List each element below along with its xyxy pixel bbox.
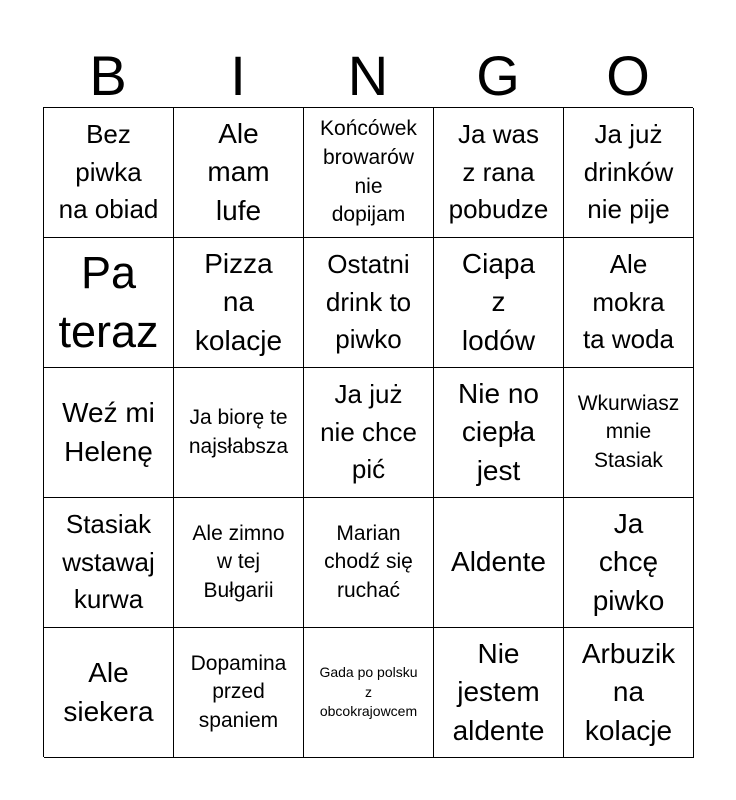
bingo-cell-text: Ja chcę piwko [592, 507, 665, 616]
bingo-cell-text: Ostatni drink to piwko [325, 248, 412, 355]
bingo-cell-text: Ale mam lufe [207, 117, 270, 226]
bingo-cell[interactable] [304, 498, 434, 628]
bingo-cell[interactable] [174, 628, 304, 758]
header-letter-n: N [347, 44, 389, 107]
bingo-cell-text: Pizza na kolacje [194, 247, 283, 356]
bingo-header [43, 44, 693, 108]
bingo-cell[interactable] [434, 368, 564, 498]
header-letter-o: O [606, 44, 650, 107]
bingo-cell[interactable] [564, 238, 694, 368]
bingo-cell[interactable] [174, 498, 304, 628]
bingo-cell[interactable] [564, 108, 694, 238]
bingo-cell[interactable] [434, 238, 564, 368]
bingo-cell-text: Dopamina przed spaniem [190, 651, 287, 732]
bingo-cell[interactable] [44, 108, 174, 238]
bingo-cell-text: Wkurwiasz mnie Stasiak [577, 391, 680, 472]
bingo-cell[interactable] [174, 238, 304, 368]
bingo-cell-text: Ale zimno w tej Bułgarii [192, 521, 285, 602]
bingo-cell-text: Marian chodź się ruchać [324, 521, 413, 602]
bingo-cell-text: Bez piwka na obiad [58, 118, 159, 225]
bingo-cell-text: Ja już drinków nie pije [583, 118, 674, 225]
bingo-cell-text: Ja was z rana pobudze [448, 118, 549, 225]
header-letter-b: B [89, 44, 127, 107]
bingo-cell-text: Ale mokra ta woda [582, 248, 675, 355]
bingo-cell-text: Gada po polsku z obcokrajowcem [319, 664, 418, 720]
bingo-cell[interactable] [434, 498, 564, 628]
bingo-cell[interactable] [434, 108, 564, 238]
bingo-cell[interactable] [304, 108, 434, 238]
bingo-cell-text: Końcówek browarów nie dopijam [320, 117, 417, 227]
bingo-cell-text: Ja już nie chce pić [320, 378, 417, 485]
bingo-cell-text: Stasiak wstawaj kurwa [62, 508, 155, 615]
bingo-cell[interactable] [304, 628, 434, 758]
bingo-cell-text: Nie no ciepła jest [458, 377, 539, 486]
bingo-cell[interactable] [44, 368, 174, 498]
bingo-cell-text: Ja biorę te najsłabsza [188, 405, 289, 458]
bingo-cell-text: Arbuzik na kolacje [581, 637, 676, 746]
bingo-cell[interactable] [174, 108, 304, 238]
bingo-cell[interactable] [44, 628, 174, 758]
bingo-cell[interactable] [564, 498, 694, 628]
bingo-cell[interactable] [304, 368, 434, 498]
header-letter-g: G [476, 44, 520, 107]
bingo-cell-text: Aldente [451, 546, 546, 578]
bingo-cell-text: Ale siekera [63, 656, 154, 727]
bingo-cell[interactable] [44, 498, 174, 628]
bingo-cell-text: Weź mi Helenę [62, 396, 155, 467]
bingo-grid [43, 107, 693, 757]
bingo-cell[interactable] [564, 368, 694, 498]
bingo-cell[interactable] [304, 238, 434, 368]
header-letter-i: I [230, 44, 246, 107]
bingo-cell[interactable] [434, 628, 564, 758]
bingo-cell[interactable] [564, 628, 694, 758]
bingo-cell-text: Ciapa z lodów [461, 247, 536, 356]
bingo-cell[interactable] [44, 238, 174, 368]
bingo-cell[interactable] [174, 368, 304, 498]
bingo-cell-text: Nie jestem aldente [452, 637, 545, 746]
bingo-cell-text: Pa teraz [58, 247, 159, 357]
